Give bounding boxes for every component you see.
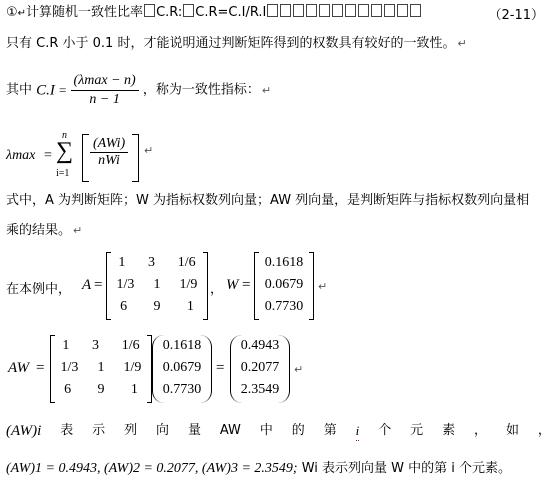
- word: 个: [378, 423, 392, 438]
- matrix-a-cell: 1/6: [121, 338, 140, 353]
- placeholder-boxes: [266, 5, 422, 20]
- word: ，: [474, 423, 488, 438]
- paragraph-mark-icon: ↵: [17, 8, 27, 19]
- vector-w-cell: 0.7730: [264, 299, 304, 314]
- vector-w-repeat: [152, 335, 212, 403]
- matrix-a-cell: 1: [62, 338, 70, 353]
- word: i: [356, 422, 360, 441]
- lambda-fraction: [90, 136, 128, 169]
- lambda-denominator: nWi: [98, 153, 120, 168]
- ci-lhs: C.I: [36, 82, 55, 99]
- matrix-a-cell: 1: [97, 360, 105, 375]
- vector-w-cell: 0.1618: [162, 338, 202, 353]
- circled-number: ①: [6, 5, 18, 20]
- equation-number: （2-11）: [488, 8, 544, 23]
- matrix-a-cell: 1: [153, 277, 161, 292]
- word: 元: [410, 423, 424, 438]
- ci-suffix: ，称为一致性指标：: [142, 82, 260, 98]
- aw-i-label: (AW)i: [6, 423, 42, 439]
- vector-w-cell: 0.1618: [264, 255, 304, 270]
- lambda-numerator: (AWi): [90, 136, 128, 153]
- return-icon: ↵: [294, 363, 304, 376]
- sum-upper: n: [62, 130, 67, 141]
- ci-fraction: [71, 72, 139, 109]
- matrix-a-repeat: [50, 335, 152, 403]
- sigma-icon: ∑: [56, 138, 74, 164]
- matrix-a-cell: 1: [118, 255, 126, 270]
- paragraph-2-line-2: [6, 222, 82, 240]
- word: 素: [442, 423, 456, 438]
- equals: =: [216, 360, 225, 376]
- placeholder-box: [144, 4, 155, 17]
- ci-numerator: (λmax − n): [71, 72, 139, 91]
- word: 如: [505, 423, 519, 438]
- return-icon: ↵: [457, 37, 467, 50]
- aw-result-cell: 0.2077: [240, 360, 280, 375]
- sum-lower: i=1: [56, 168, 70, 179]
- paragraph-3: [6, 422, 551, 441]
- placeholder-box: [183, 4, 194, 17]
- word: AW: [219, 423, 241, 438]
- equals: =: [59, 82, 67, 98]
- matrix-a-cell: 1/3: [116, 277, 135, 292]
- matrix-a: [106, 252, 208, 320]
- matrix-a-cell: 1/9: [123, 360, 142, 375]
- equals: =: [94, 277, 103, 293]
- vector-aw-result: [230, 335, 290, 403]
- word: 中: [259, 423, 273, 438]
- example-line: [6, 252, 336, 322]
- vector-w-label: W: [226, 277, 239, 293]
- paragraph-4: [6, 460, 511, 478]
- paragraph-1: [6, 35, 467, 53]
- word: 向: [156, 423, 170, 438]
- matrix-a-cell: 1/3: [60, 360, 79, 375]
- return-icon: ↵: [144, 144, 154, 157]
- aw-values: (AW)1 = 0.4943, (AW)2 = 0.2077, (AW)3 = 2.3549;: [6, 461, 298, 476]
- matrix-a-cell: 6: [64, 382, 72, 397]
- cr-formula: C.R=C.I/R.I: [195, 5, 267, 20]
- comma: ，: [210, 282, 224, 297]
- paragraph-2-text-1: 式中，A 为判断矩阵；W 为指标权数列向量；AW 列向量，是判断矩阵与指标权数列向量相: [6, 193, 530, 208]
- vector-w: [254, 252, 314, 320]
- vector-w-cell: 0.0679: [162, 360, 202, 375]
- cr-label: C.R:: [156, 5, 183, 20]
- matrix-a-cell: 1: [186, 299, 194, 314]
- word: ，: [537, 423, 551, 438]
- vector-w-cell: 0.7730: [162, 382, 202, 397]
- word: 量: [187, 423, 201, 438]
- word: 示: [92, 423, 106, 438]
- matrix-a-label: A: [82, 277, 92, 293]
- paragraph-2-text-2: 乘的结果。: [6, 223, 72, 238]
- matrix-a-cell: 9: [97, 382, 105, 397]
- heading-line: [6, 4, 422, 23]
- equals: =: [242, 277, 251, 293]
- lambda-lhs: λmax: [6, 148, 36, 163]
- matrix-a-cell: 3: [92, 338, 100, 353]
- word: 表: [60, 423, 74, 438]
- matrix-a-cell: 1/6: [177, 255, 196, 270]
- paragraph-1-text: 只有 C.R 小于 0.1 时，才能说明通过判断矩阵得到的权数具有较好的一致性。: [6, 36, 456, 51]
- aw-result-cell: 2.3549: [240, 382, 280, 397]
- return-icon: ↵: [261, 83, 272, 97]
- return-icon: ↵: [318, 280, 328, 293]
- equals: =: [36, 360, 45, 376]
- word: 的: [291, 423, 305, 438]
- heading-title: 计算随机一致性比率: [26, 5, 144, 20]
- ci-formula-line: [6, 72, 271, 112]
- aw-lhs: AW: [8, 360, 30, 376]
- matrix-a-cell: 6: [120, 299, 128, 314]
- matrix-a-cell: 1: [130, 382, 138, 397]
- paragraph-2-line-1: [6, 192, 529, 210]
- example-prefix: 在本例中，: [6, 282, 72, 297]
- vector-w-cell: 0.0679: [264, 277, 304, 292]
- equals: =: [44, 148, 52, 163]
- aw-result-cell: 0.4943: [240, 338, 280, 353]
- word: 列: [124, 423, 138, 438]
- matrix-a-cell: 1/9: [179, 277, 198, 292]
- ci-prefix: 其中: [6, 82, 33, 98]
- aw-equation: [6, 335, 306, 405]
- return-icon: ↵: [73, 224, 83, 237]
- matrix-a-cell: 9: [153, 299, 161, 314]
- ci-denominator: n − 1: [89, 92, 120, 107]
- lambda-formula: [6, 130, 206, 186]
- matrix-a-cell: 3: [148, 255, 156, 270]
- wi-description: Wi 表示列向量 W 中的第 i 个元素。: [301, 461, 512, 476]
- word: 第: [323, 423, 337, 438]
